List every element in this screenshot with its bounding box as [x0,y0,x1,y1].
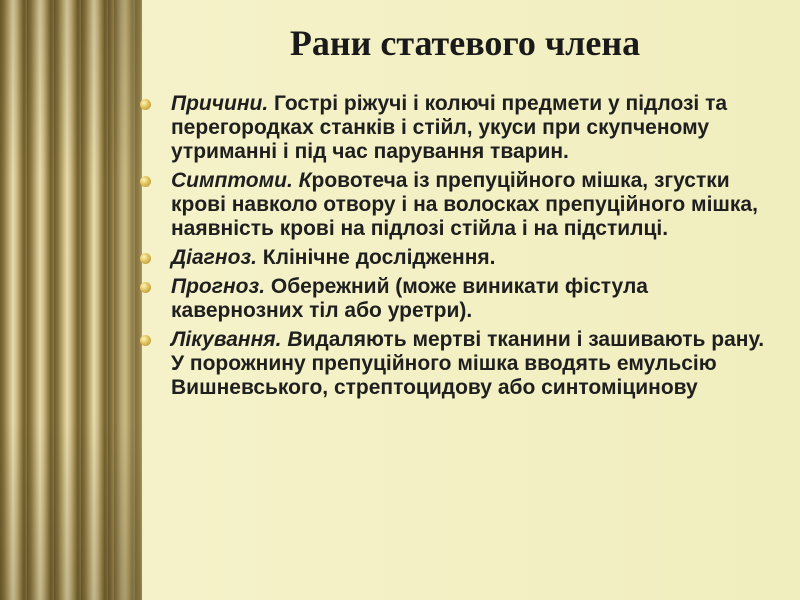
list-item [140,275,780,323]
bullet-icon [140,99,151,110]
list-item [140,169,780,241]
bullet-icon [140,253,151,264]
bullet-icon [140,282,151,293]
item-text: Клінічне дослідження. [256,246,496,269]
bullet-icon [140,335,151,346]
item-text: ровотеча із препуційного мішка, згустки крові навколо отвору і на волосках препуційного мішка, наявність крові на підлозі стійла і на підстилці. [171,169,758,240]
item-label: Симптоми. К [171,169,312,192]
list-item [140,92,780,164]
item-text: Гострі ріжучі і колючі предмети у підлозі та перегородках станків і стійл, укуси при скупченому утриманні і під час парування тварин. [171,92,728,163]
bullet-list [140,92,780,405]
list-item [140,328,780,400]
item-label: Лікування. В [171,328,303,351]
pillar-shading [0,0,142,600]
item-text: идаляють мертві тканини і зашивають рану. У порожнину препуційного мішка вводять емульсію Вишневського, стрептоцидову або синтоміцинову [171,328,765,399]
item-label: Прогноз. [171,275,266,298]
bullet-icon [140,176,151,187]
item-label: Причини. [171,92,269,115]
list-item [140,246,780,270]
item-label: Діагноз. [171,246,257,269]
item-text: Обережний (може виникати фістула кавернозних тіл або уретри). [171,275,648,322]
slide-title: Рани статевого члена [289,23,641,63]
